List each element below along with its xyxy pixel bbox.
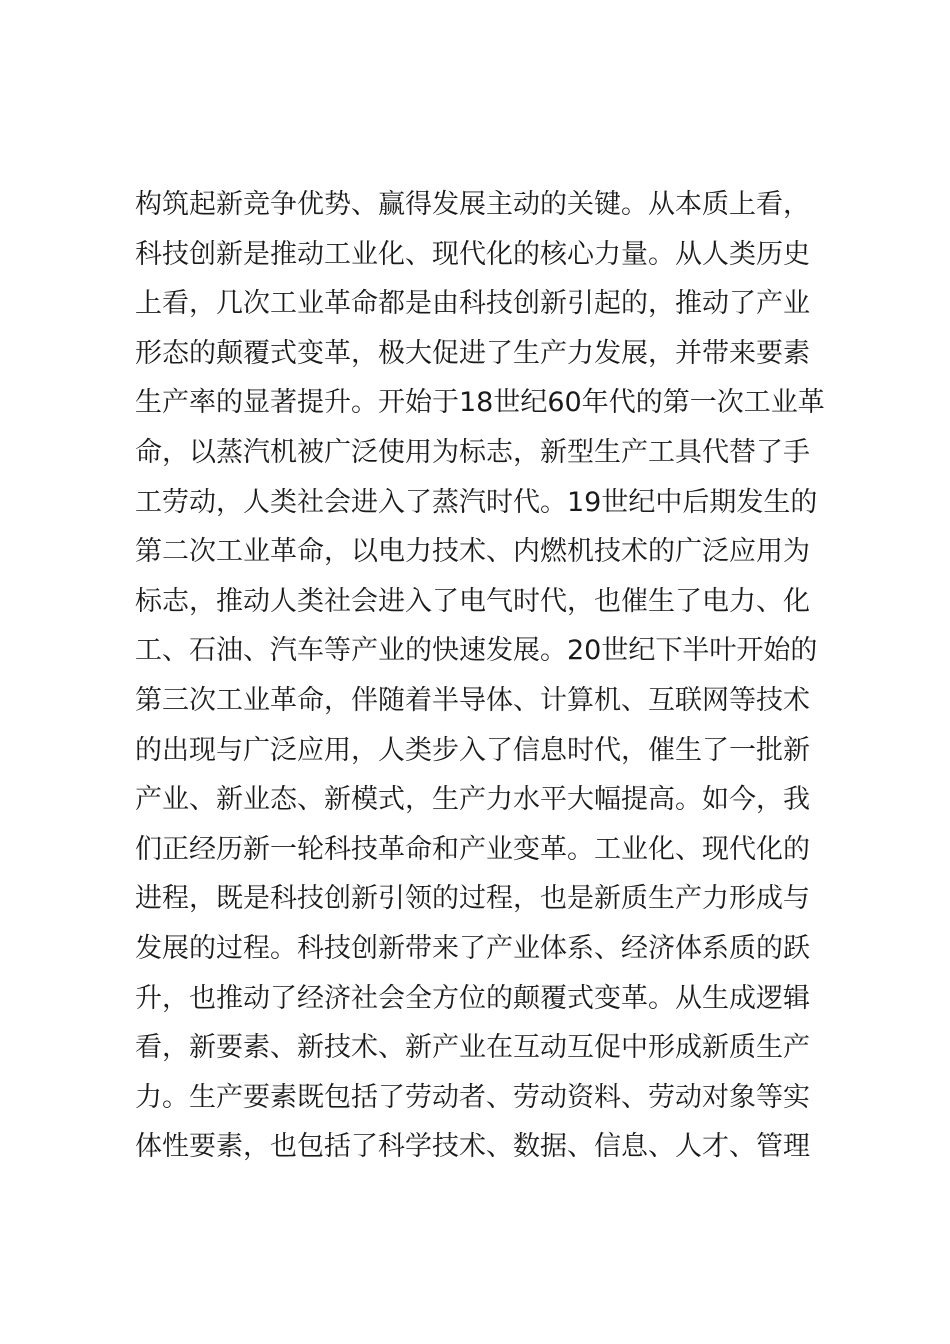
text-line-16: 发展的过程。科技创新带来了产业体系、经济体系质的跃 [135, 932, 810, 964]
text-line-4: 形态的颠覆式变革，极大促进了生产力发展，并带来要素 [135, 337, 810, 369]
text-line-8: 第二次工业革命，以电力技术、内燃机技术的广泛应用为 [135, 536, 810, 568]
text-line-11: 第三次工业革命，伴随着半导体、计算机、互联网等技术 [135, 684, 810, 716]
text-line-19: 力。生产要素既包括了劳动者、劳动资料、劳动对象等实 [135, 1081, 810, 1113]
text-line-13: 产业、新业态、新模式，生产力水平大幅提高。如今，我 [135, 784, 810, 816]
text-line-3: 上看，几次工业革命都是由科技创新引起的，推动了产业 [135, 288, 810, 320]
text-line-14: 们正经历新一轮科技革命和产业变革。工业化、现代化的 [135, 833, 810, 865]
body-paragraph [135, 180, 855, 1172]
text-line-7: 工劳动，人类社会进入了蒸汽时代。19世纪中后期发生的 [135, 486, 818, 518]
text-line-17: 升，也推动了经济社会全方位的颠覆式变革。从生成逻辑 [135, 982, 810, 1014]
text-line-20: 体性要素，也包括了科学技术、数据、信息、人才、管理 [135, 1131, 810, 1163]
text-line-18: 看，新要素、新技术、新产业在互动互促中形成新质生产 [135, 1032, 810, 1064]
text-line-1: 构筑起新竞争优势、赢得发展主动的关键。从本质上看， [135, 189, 810, 220]
text-line-6: 命，以蒸汽机被广泛使用为标志，新型生产工具代替了手 [135, 436, 810, 468]
text-line-15: 进程，既是科技创新引领的过程，也是新质生产力形成与 [135, 883, 810, 915]
text-line-5: 生产率的显著提升。开始于18世纪60年代的第一次工业革 [135, 387, 825, 419]
text-line-2: 科技创新是推动工业化、现代化的核心力量。从人类历史 [135, 238, 810, 270]
text-line-10: 工、石油、汽车等产业的快速发展。20世纪下半叶开始的 [135, 635, 818, 667]
text-line-12: 的出现与广泛应用，人类步入了信息时代，催生了一批新 [135, 734, 810, 766]
text-line-9: 标志，推动人类社会进入了电气时代，也催生了电力、化 [135, 585, 810, 617]
